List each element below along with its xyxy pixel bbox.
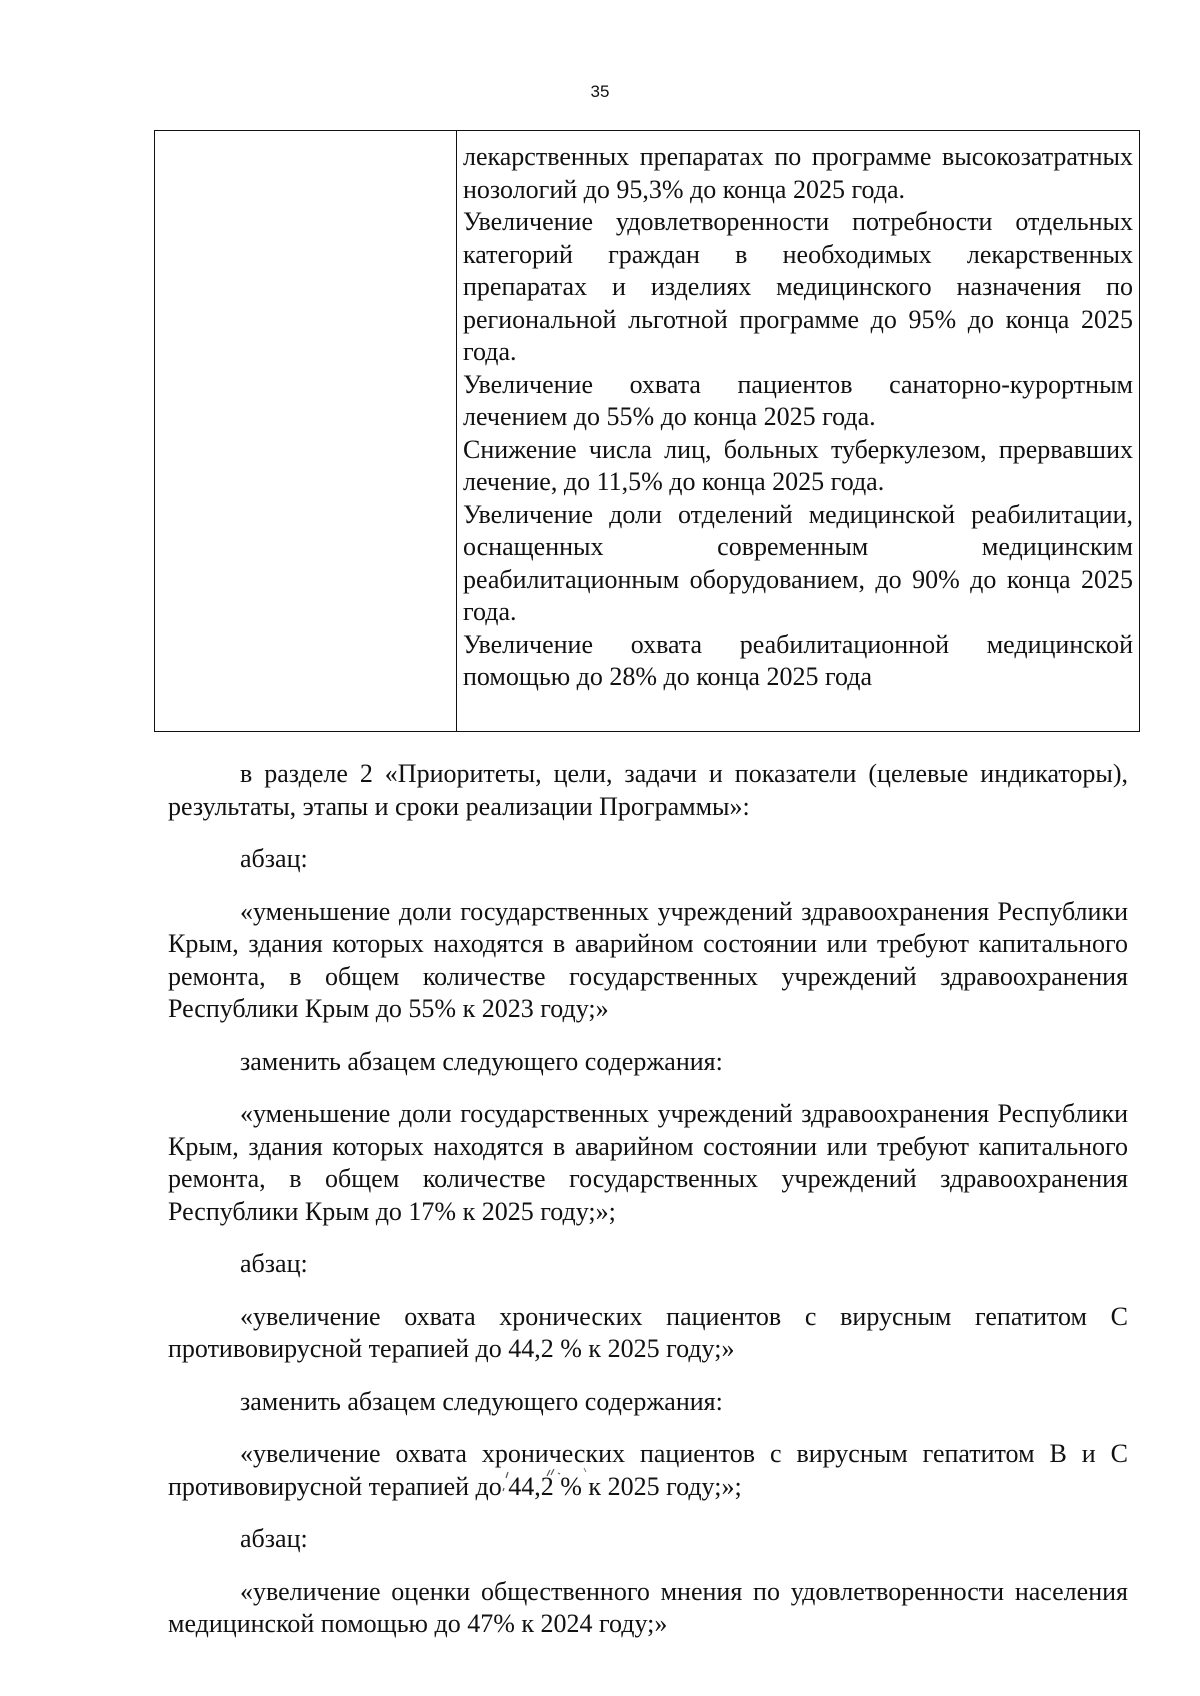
- table-cell-paragraph: Снижение числа лиц, больных туберкулезом, прервавших лечение, до 11,5% до конца 2025 года.: [463, 434, 1133, 496]
- table-cell-paragraph: лекарственных препаратах по программе высокозатратных нозологий до 95,3% до конца 2025 года.: [463, 142, 1133, 204]
- replace-instruction: заменить абзацем следующего содержания:: [240, 1046, 723, 1076]
- table-cell-paragraph: Увеличение охвата реабилитационной медицинской помощью до 28% до конца 2025 года: [463, 629, 1133, 691]
- quoted-old-text: «увеличение оценки общественного мнения по удовлетворенности населения медицинской помощью до 47% к 2024 году;»: [168, 1576, 1128, 1638]
- table-right-cell: [463, 141, 1133, 694]
- paragraph-label: абзац:: [240, 1249, 308, 1278]
- quoted-old-text: «уменьшение доли государственных учреждений здравоохранения Республики Крым, здания которых находятся в аварийном состоянии или требуют капитального ремонта, в общем количестве государственных учреждений здравоохранения Республики Крым до 55% к 2023 году;»: [168, 896, 1128, 1023]
- paragraph-label: абзац:: [240, 1524, 308, 1553]
- quoted-old-text: «увеличение охвата хронических пациентов с вирусным гепатитом С противовирусной терапией до 44,2 % к 2025 году;»: [168, 1301, 1128, 1363]
- table-cell-paragraph: Увеличение охвата пациентов санаторно-курортным лечением до 55% до конца 2025 года.: [463, 369, 1133, 431]
- replace-instruction: заменить абзацем следующего содержания:: [240, 1386, 723, 1416]
- quoted-new-text: «увеличение охвата хронических пациентов с вирусным гепатитом В и С противовирусной терапией до 44,2 % к 2025 году;»;: [168, 1439, 1128, 1501]
- table-cell-paragraph: Увеличение удовлетворенности потребности отдельных категорий граждан в необходимых лекарственных препаратах и изделиях медицинского назначения по региональной льготной программе до 95% до конца 2025 года.: [463, 207, 1133, 366]
- document-body: [168, 758, 1128, 1661]
- quoted-new-text: «уменьшение доли государственных учреждений здравоохранения Республики Крым, здания которых находятся в аварийном состоянии или требуют капитального ремонта, в общем количестве государственных учреждений здравоохранения Республики Крым до 17% к 2025 году;»;: [168, 1099, 1128, 1226]
- table-left-cell: [155, 131, 457, 731]
- scan-artifact-marks: [500, 1466, 590, 1492]
- table-cell-paragraph: Увеличение доли отделений медицинской реабилитации, оснащенных современным медицинским реабилитационным оборудованием, до 90% до конца 2025 года.: [463, 499, 1133, 626]
- section-intro: в разделе 2 «Приоритеты, цели, задачи и показатели (целевые индикаторы), результаты, этапы и сроки реализации Программы»:: [168, 759, 1128, 821]
- paragraph-label: абзац:: [240, 844, 308, 873]
- page-number: 35: [590, 82, 610, 101]
- continuation-table: [154, 130, 1140, 732]
